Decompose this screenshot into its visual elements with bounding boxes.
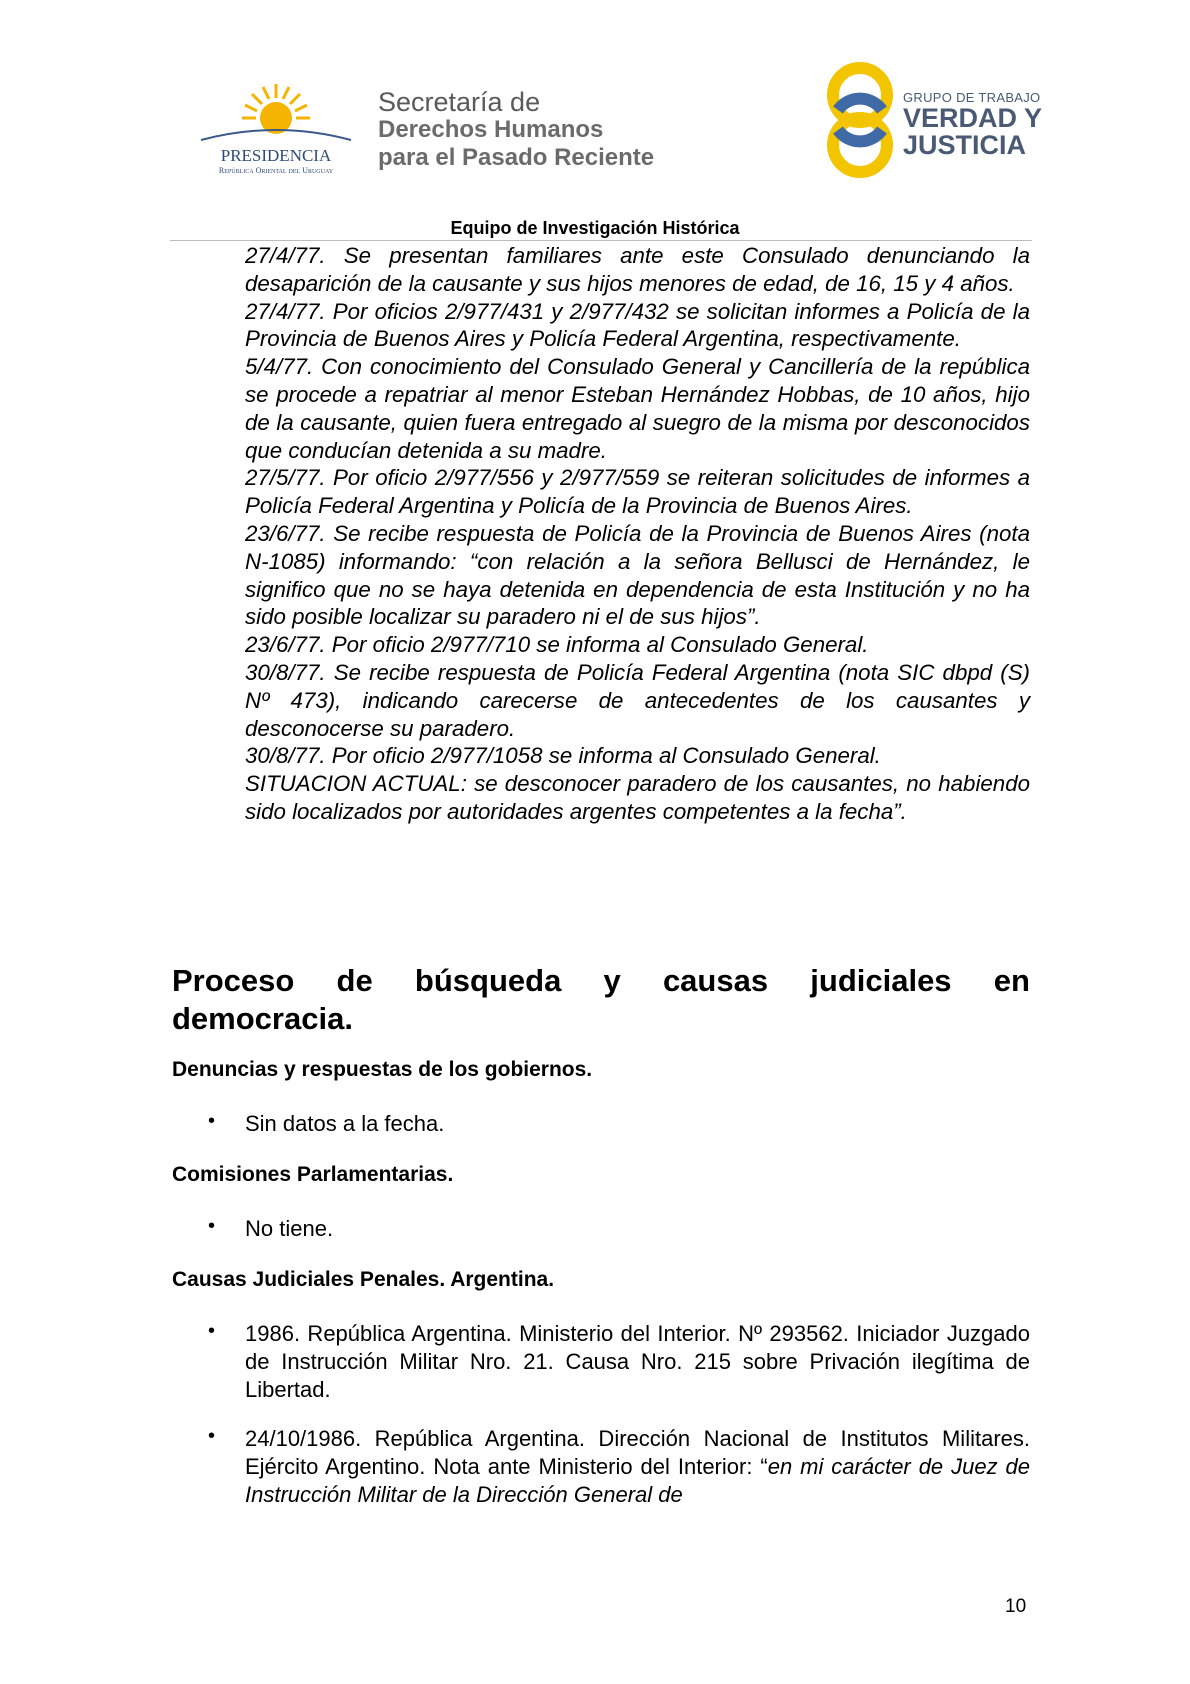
team-title: Equipo de Investigación Histórica — [450, 218, 740, 238]
list-item-text: 1986. República Argentina. Ministerio del Interior. Nº 293562. Iniciador Juzgado de Instrucción Militar Nro. 21. Causa Nro. 215 sobre Privación ilegítima de Libertad. — [245, 1321, 1030, 1402]
bullet-icon: • — [208, 1215, 216, 1237]
subheading-comisiones: Comisiones Parlamentarias. — [172, 1163, 454, 1186]
list-item-italic: en mi carácter de Juez de Instrucción Militar de la Dirección General de — [245, 1454, 1030, 1507]
secretaria-line1: Secretaría de — [378, 87, 541, 117]
presidencia-sub: República Oriental del Uruguay — [218, 166, 334, 175]
list-item — [208, 1320, 1030, 1404]
title-word: en — [993, 963, 1030, 998]
subheading-denuncias: Denuncias y respuestas de los gobiernos. — [172, 1058, 593, 1081]
verdad-justicia-rings-logo — [820, 55, 900, 180]
subheading-causas: Causas Judiciales Penales. Argentina. — [172, 1268, 555, 1291]
list-item — [208, 1425, 1030, 1509]
presidencia-label: PRESIDENCIA — [220, 146, 332, 165]
bullet-icon: • — [208, 1110, 216, 1132]
verdad-justicia-text — [903, 90, 1042, 159]
timeline-entry: SITUACION ACTUAL: se desconocer paradero de los causantes, no habiendo sido localizados por autoridades argentes competentes a la fecha”. — [245, 771, 1030, 824]
timeline-entry: 23/6/77. Se recibe respuesta de Policía de la Provincia de Buenos Aires (nota N-1085) informando: “con relación a la señora Bellusci de Hernández, le significo que no se haya detenida en dependencia de esta Institución y no ha sido posible localizar su paradero ni el de sus hijos”. — [245, 520, 1030, 630]
title-word: causas — [662, 963, 769, 998]
bullet-icon: • — [208, 1425, 216, 1447]
list-item — [208, 1110, 1030, 1138]
bullet-icon: • — [208, 1320, 216, 1342]
timeline-entry: 27/4/77. Por oficios 2/977/431 y 2/977/432 se solicitan informes a Policía de la Provincia de Buenos Aires y Policía Federal Argentina, respectivamente. — [245, 298, 1030, 352]
secretaria-line3: para el Pasado Reciente — [378, 144, 655, 171]
section-title — [172, 962, 1030, 1038]
title-word: búsqueda — [414, 963, 562, 998]
secretaria-title — [378, 88, 654, 172]
list-item-plain: 24/10/1986. República Argentina. Dirección Nacional de Institutos Militares. Ejército Argentino. Nota ante Ministerio del Interior: “ — [245, 1426, 1030, 1479]
timeline-entry: 23/6/77. Por oficio 2/977/710 se informa al Consulado General. — [245, 632, 869, 658]
title-word: judiciales — [810, 963, 952, 998]
section-title-line2: democracia. — [172, 1001, 353, 1036]
timeline-entry: 30/8/77. Se recibe respuesta de Policía Federal Argentina (nota SIC dbpd (S) Nº 473), indicando carecerse de antecedentes de los causantes y desconocerse su paradero. — [245, 659, 1030, 741]
page-number: 10 — [1005, 1596, 1027, 1617]
title-word: y — [603, 963, 621, 998]
timeline — [245, 242, 1030, 826]
secretaria-line2: Derechos Humanos — [378, 116, 604, 143]
list-item-text — [245, 1425, 1030, 1509]
title-word: Proceso — [172, 963, 295, 998]
grupo-big1: VERDAD Y — [903, 103, 1043, 133]
header-rule — [170, 240, 1032, 241]
grupo-small: GRUPO DE TRABAJO — [903, 90, 1041, 105]
timeline-entry: 30/8/77. Por oficio 2/977/1058 se informa al Consulado General. — [245, 743, 881, 769]
grupo-big2: JUSTICIA — [903, 130, 1027, 160]
timeline-entry: 27/5/77. Por oficio 2/977/556 y 2/977/559 se reiteran solicitudes de informes a Policía Federal Argentina y Policía de la Provincia de Buenos Aires. — [245, 465, 1030, 519]
timeline-entry: 27/4/77. Se presentan familiares ante este Consulado denunciando la desaparición de la causante y sus hijos menores de edad, de 16, 15 y 4 años. — [245, 243, 1030, 296]
list-item — [208, 1215, 1030, 1243]
list-item-text: Sin datos a la fecha. — [245, 1111, 445, 1136]
page-header — [0, 0, 1190, 238]
section-title-line1 — [172, 962, 1030, 1000]
list-item-text: No tiene. — [245, 1216, 334, 1241]
timeline-entry: 5/4/77. Con conocimiento del Consulado General y Cancillería de la república se procede a repatriar al menor Esteban Hernández Hobbas, de 10 años, hijo de la causante, quien fuera entregado al suegro de la misma por desconocidos que conducían detenida a su madre. — [245, 354, 1030, 463]
title-word: de — [336, 963, 373, 998]
